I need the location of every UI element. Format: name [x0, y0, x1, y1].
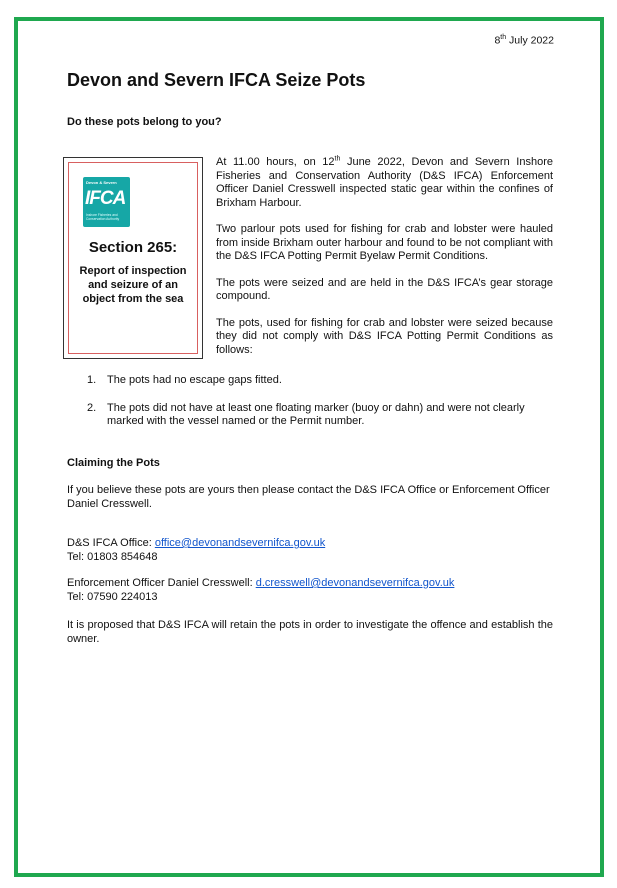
report-cover-image [63, 157, 203, 359]
list-item [87, 402, 553, 429]
page-border [14, 17, 604, 877]
intro-text [216, 156, 553, 370]
office-contact [67, 537, 553, 564]
logo-top-text: Devon & Severn [86, 180, 117, 185]
office-email-link[interactable]: office@devonandsevernifca.gov.uk [154, 537, 326, 549]
list-text: The pots did not have at least one floating marker (buoy or dahn) and were not clearly marked with the vessel named or the Permit number. [107, 401, 525, 427]
office-telephone: Tel: 01803 854648 [67, 550, 158, 563]
claiming-text: If you believe these pots are yours then please contact the D&S IFCA Office or Enforcement Officer Daniel Cresswell. [67, 484, 550, 510]
list-text: The pots had no escape gaps fitted. [107, 374, 282, 386]
claiming-heading: Claiming the Pots [67, 457, 160, 469]
office-label: D&S IFCA Office: [67, 537, 155, 549]
paragraph-3: The pots were seized and are held in the D&S IFCA’s gear storage compound. [216, 276, 553, 302]
list-number: 2. [87, 401, 97, 414]
officer-label: Enforcement Officer Daniel Cresswell: [67, 577, 256, 589]
officer-contact [67, 577, 553, 604]
conditions-list [87, 374, 553, 443]
officer-email-link[interactable]: d.cresswell@devonandsevernifca.gov.uk [255, 577, 455, 589]
document-date: 8th July 2022 [494, 34, 554, 47]
logo-main-text: IFCA [85, 188, 126, 209]
closing-paragraph: It is proposed that D&S IFCA will retain the pots in order to investigate the offence and establish the owner. [67, 619, 553, 645]
subheading: Do these pots belong to you? [67, 116, 222, 128]
list-number: 1. [87, 374, 97, 386]
page-title: Devon and Severn IFCA Seize Pots [67, 70, 366, 90]
paragraph-2: Two parlour pots used for fishing for crab and lobster were hauled from inside Brixham outer harbour and found to be not compliant with the D&S IFCA Potting Permit Byelaw Permit Conditions. [216, 223, 553, 262]
paragraph-4: The pots, used for fishing for crab and lobster were seized because they did not comply with D&S IFCA Potting Permit Conditions as follows: [216, 316, 553, 356]
cover-section-title: Section 265: [88, 239, 178, 256]
list-item [87, 374, 553, 388]
paragraph-1: At 11.00 hours, on 12th June 2022, Devon and Severn Inshore Fisheries and Conservation Authority (D&S IFCA) Enforcement Officer Daniel Cresswell inspected static gear within the confines of Brixham Harbour. [216, 155, 553, 209]
officer-telephone: Tel: 07590 224013 [67, 590, 158, 603]
cover-subtitle: Report of inspection and seizure of an object from the sea [79, 265, 187, 305]
logo-sub-text: Inshore Fisheries and Conservation Authority [86, 213, 120, 221]
cover-inner-border [68, 162, 198, 354]
ifca-logo [83, 177, 130, 227]
